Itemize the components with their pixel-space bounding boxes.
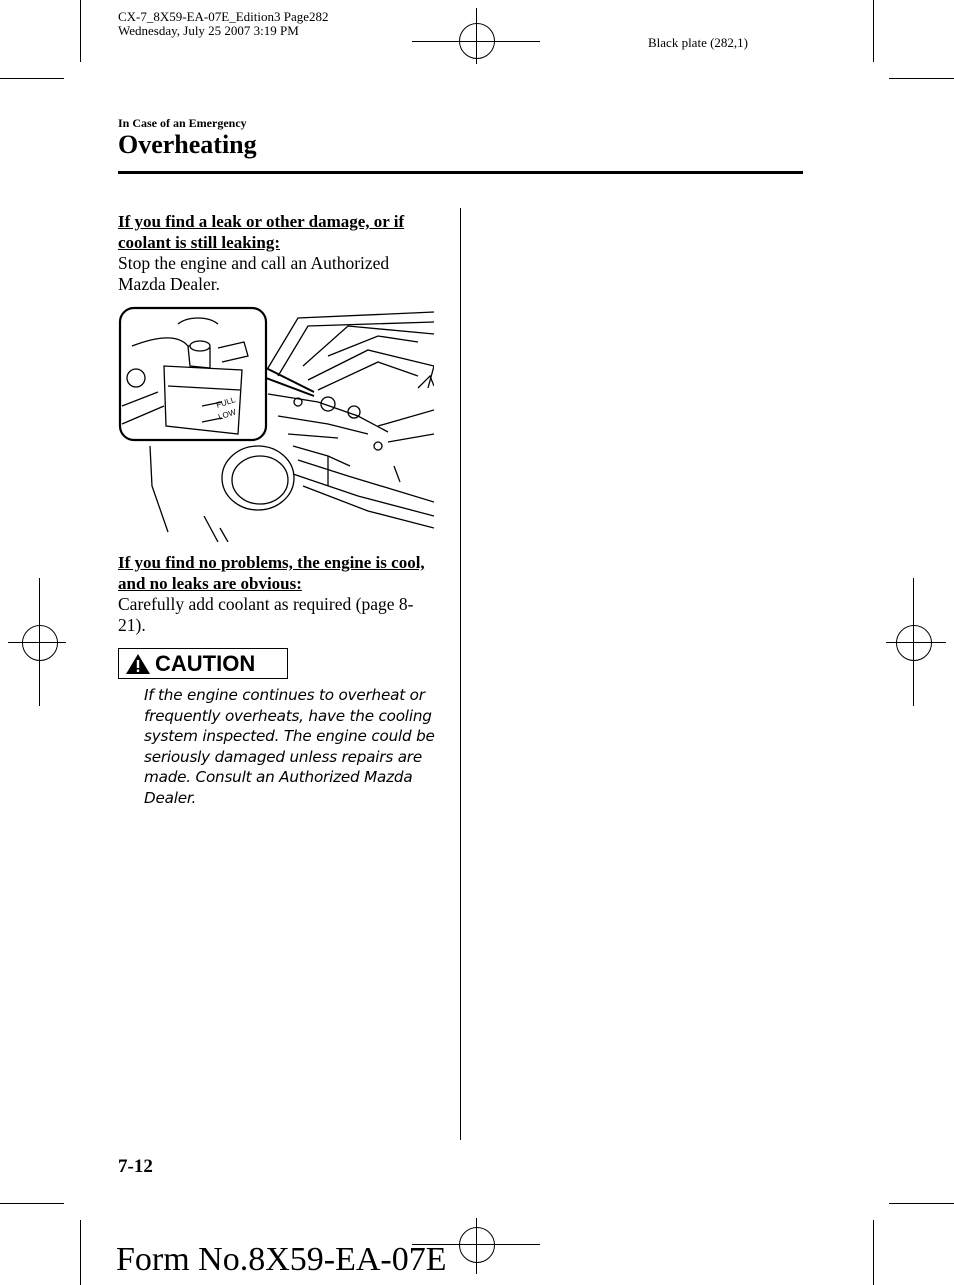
section-label: In Case of an Emergency: [118, 116, 247, 130]
crop-mark: [873, 1220, 874, 1285]
leak-heading: If you find a leak or other damage, or if coolant is still leaking:: [118, 212, 405, 252]
warning-triangle-icon: [125, 653, 151, 675]
coolant-reservoir-illustration: [118, 306, 434, 542]
column-divider: [460, 208, 461, 1140]
crop-mark: [80, 0, 81, 62]
page-number: 7-12: [118, 1156, 153, 1177]
full-level-mark: FULL: [215, 395, 237, 410]
print-date-line: Wednesday, July 25 2007 3:19 PM: [118, 23, 299, 38]
page-title: Overheating: [118, 130, 257, 159]
caution-box: [118, 648, 288, 679]
crop-mark: [889, 1203, 954, 1204]
print-file-line: CX-7_8X59-EA-07E_Edition3 Page282: [118, 9, 329, 24]
form-number: Form No.8X59-EA-07E: [116, 1241, 447, 1278]
plate-label: Black plate (282,1): [648, 35, 748, 50]
crop-mark: [0, 1203, 64, 1204]
caution-text: If the engine continues to overheat or frequently overheats, have the cooling system inspected. The engine could be seriously damaged unless repairs are made. Consult an Authorized Mazda Dealer.: [144, 686, 435, 807]
crop-mark: [0, 78, 64, 79]
title-rule: [118, 171, 803, 174]
leak-text: Stop the engine and call an Authorized Mazda Dealer.: [118, 253, 390, 294]
crop-mark: [80, 1220, 81, 1285]
caution-label: CAUTION: [155, 650, 256, 676]
crop-mark: [889, 78, 954, 79]
crop-mark: [873, 0, 874, 62]
no-problem-heading: If you find no problems, the engine is cool, and no leaks are obvious:: [118, 553, 425, 593]
no-problem-text: Carefully add coolant as required (page 8-21).: [118, 594, 414, 635]
low-level-mark: LOW: [217, 407, 238, 422]
